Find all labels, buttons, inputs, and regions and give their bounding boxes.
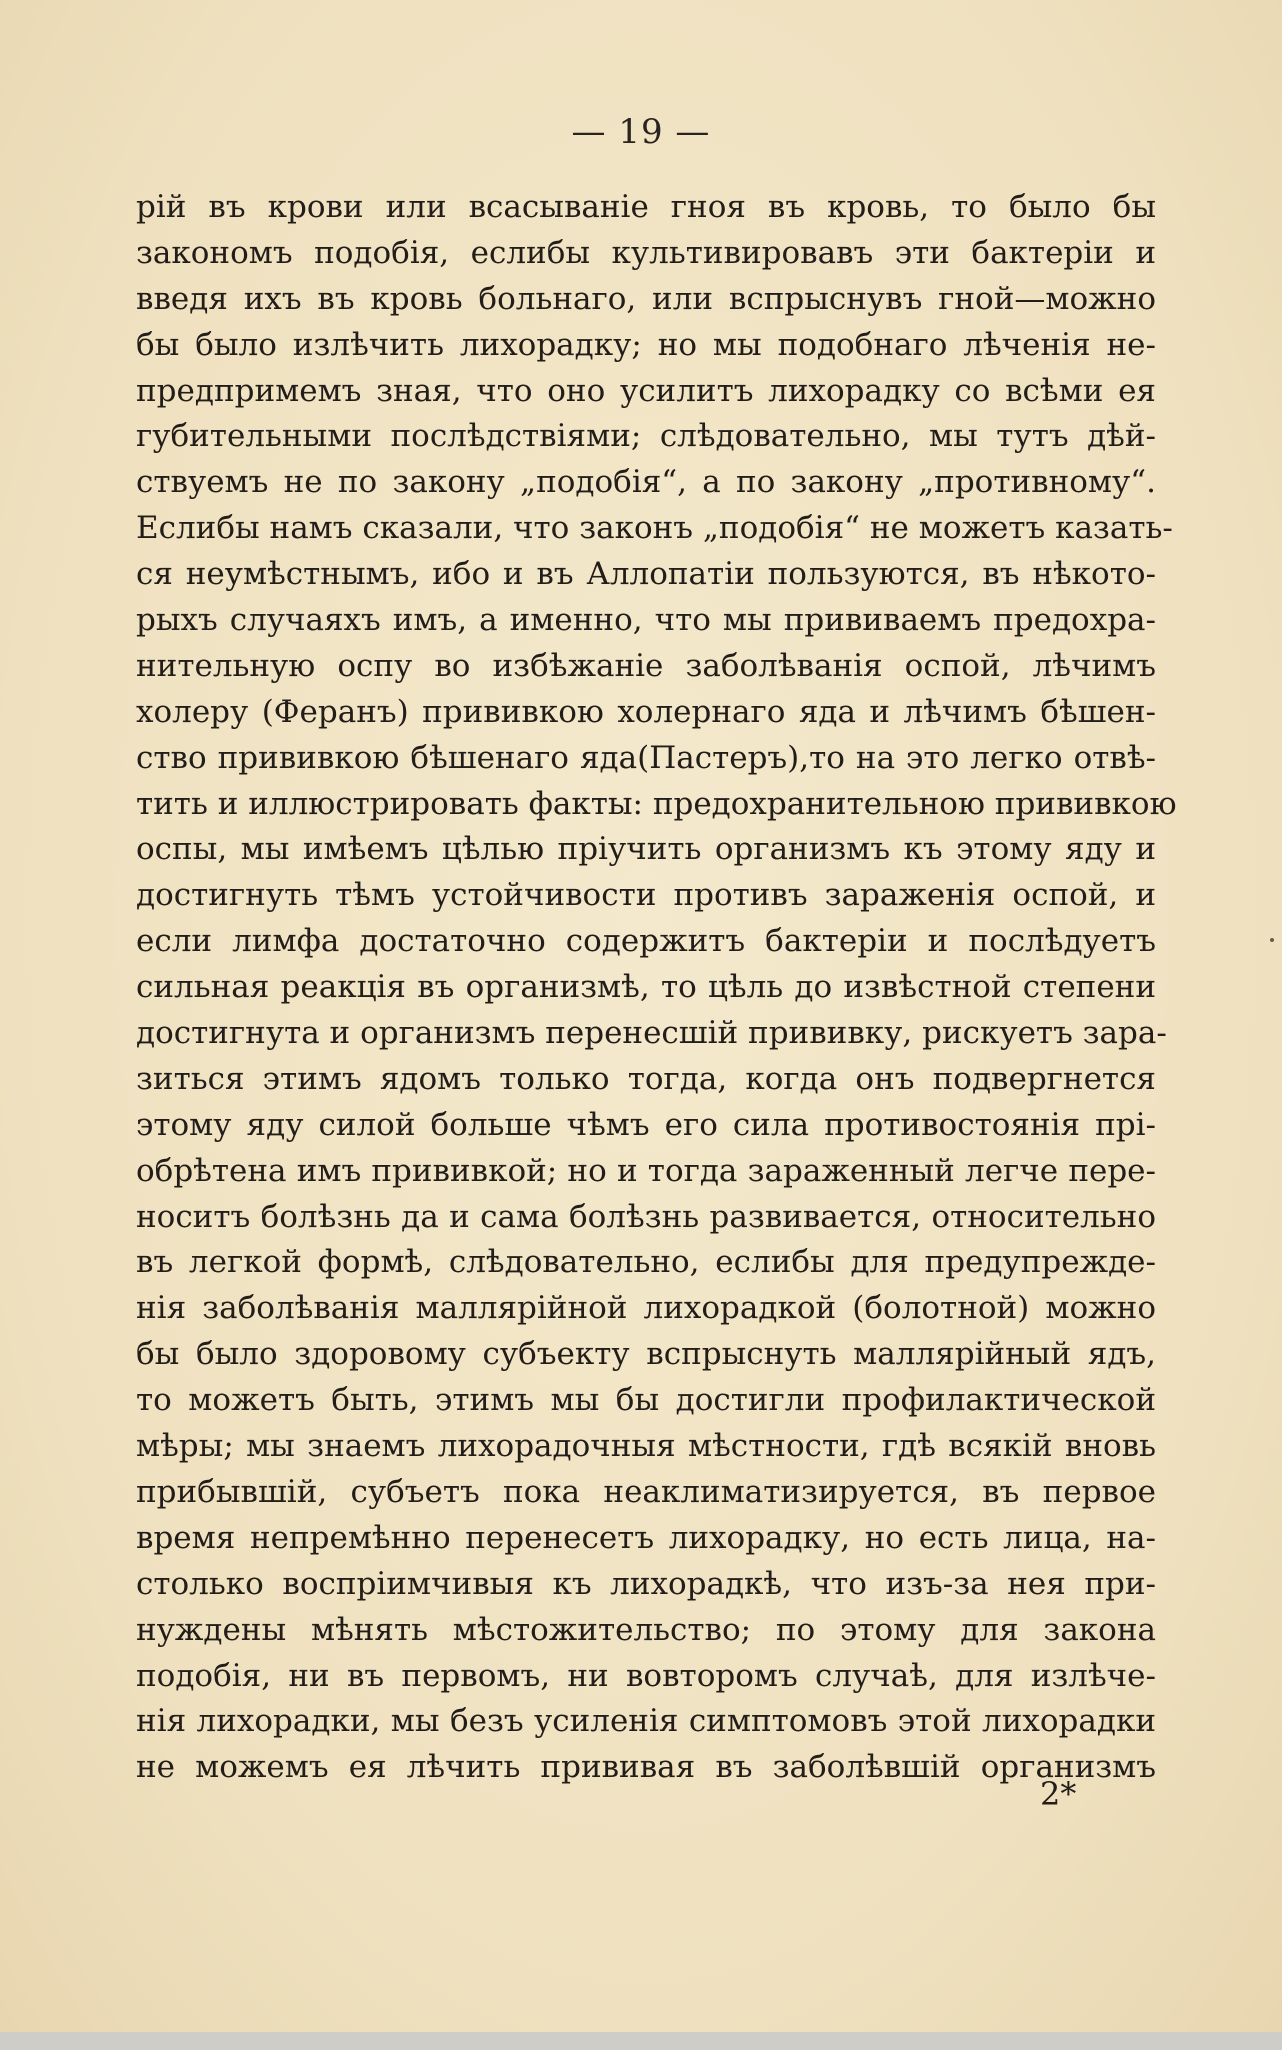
text-line: не можемъ ея лѣчить прививая въ заболѣвшій организмъ <box>136 1749 1156 1786</box>
text-line: Еслибы намъ сказали, что законъ „подобія“ не можетъ казать- <box>136 510 1173 547</box>
text-line: ся неумѣстнымъ, ибо и въ Аллопатіи пользуются, въ нѣкото- <box>136 556 1156 593</box>
body-text <box>136 185 1177 1791</box>
text-line: зиться этимъ ядомъ только тогда, когда онъ подвергнется <box>136 1060 1156 1097</box>
text-line: введя ихъ въ кровь больнаго, или вспрыснувъ гной—можно <box>136 280 1156 317</box>
text-line: холеру (Феранъ) прививкою холернаго яда и лѣчимъ бѣшен- <box>136 693 1156 730</box>
text-line: бы было здоровому субъекту вспрыснуть маллярійный ядъ, <box>136 1336 1156 1373</box>
page-number: — 19 — <box>571 112 711 152</box>
text-line: то можетъ быть, этимъ мы бы достигли профилактической <box>136 1382 1156 1419</box>
signature-mark: 2* <box>1040 1775 1077 1813</box>
text-line: нія лихорадки, мы безъ усиленія симптомовъ этой лихорадки <box>136 1703 1156 1740</box>
ink-speck <box>1270 938 1274 942</box>
text-line: столько воспріимчивыя къ лихорадкѣ, что изъ-за нея при- <box>136 1565 1156 1602</box>
text-line: нуждены мѣнять мѣстожительство; по этому для закона <box>136 1611 1156 1648</box>
text-line: носитъ болѣзнь да и сама болѣзнь развивается, относительно <box>136 1198 1156 1235</box>
text-line: бы было излѣчить лихорадку; но мы подобнаго лѣченія не- <box>136 326 1156 363</box>
text-line: этому яду силой больше чѣмъ его сила противостоянія прі- <box>136 1106 1156 1143</box>
text-line: ствуемъ не по закону „подобія“, а по закону „противному“. <box>136 464 1156 501</box>
text-line: предпримемъ зная, что оно усилитъ лихорадку со всѣми ея <box>136 372 1156 409</box>
text-line: достигнуть тѣмъ устойчивости противъ зараженія оспой, и <box>136 877 1156 914</box>
text-line: рыхъ случаяхъ имъ, а именно, что мы прививаемъ предохра- <box>136 602 1156 639</box>
text-line: тить и иллюстрировать факты: предохранительною прививкою <box>136 785 1177 822</box>
text-line: губительными послѣдствіями; слѣдовательно, мы тутъ дѣй- <box>136 418 1156 455</box>
scan-border <box>0 2032 1282 2050</box>
text-line: если лимфа достаточно содержитъ бактеріи и послѣдуетъ <box>136 923 1156 960</box>
text-line: закономъ подобія, еслибы культивировавъ эти бактеріи и <box>136 234 1156 271</box>
text-line: рій въ крови или всасываніе гноя въ кровь, то было бы <box>136 189 1156 225</box>
text-line: прибывшій, субъетъ пока неаклиматизируется, въ первое <box>136 1473 1156 1510</box>
text-line: оспы, мы имѣемъ цѣлью пріучить организмъ къ этому яду и <box>136 831 1156 868</box>
text-line: въ легкой формѣ, слѣдовательно, еслибы для предупрежде- <box>136 1244 1156 1281</box>
text-line: ство прививкою бѣшенаго яда(Пастеръ),то на это легко отвѣ- <box>136 739 1156 776</box>
text-line: нительную оспу во избѣжаніе заболѣванія оспой, лѣчимъ <box>136 647 1156 684</box>
text-line: подобія, ни въ первомъ, ни вовторомъ случаѣ, для излѣче- <box>136 1657 1156 1694</box>
text-line: обрѣтена имъ прививкой; но и тогда зараженный легче пере- <box>136 1152 1156 1189</box>
text-line: нія заболѣванія маллярійной лихорадкой (болотной) можно <box>136 1290 1156 1327</box>
text-line: время непремѣнно перенесетъ лихорадку, но есть лица, на- <box>136 1519 1156 1556</box>
text-line: мѣры; мы знаемъ лихорадочныя мѣстности, гдѣ всякій вновь <box>136 1428 1156 1465</box>
text-line: сильная реакція въ организмѣ, то цѣль до извѣстной степени <box>136 969 1156 1006</box>
text-line: достигнута и организмъ перенесшій прививку, рискуетъ зара- <box>136 1015 1167 1052</box>
